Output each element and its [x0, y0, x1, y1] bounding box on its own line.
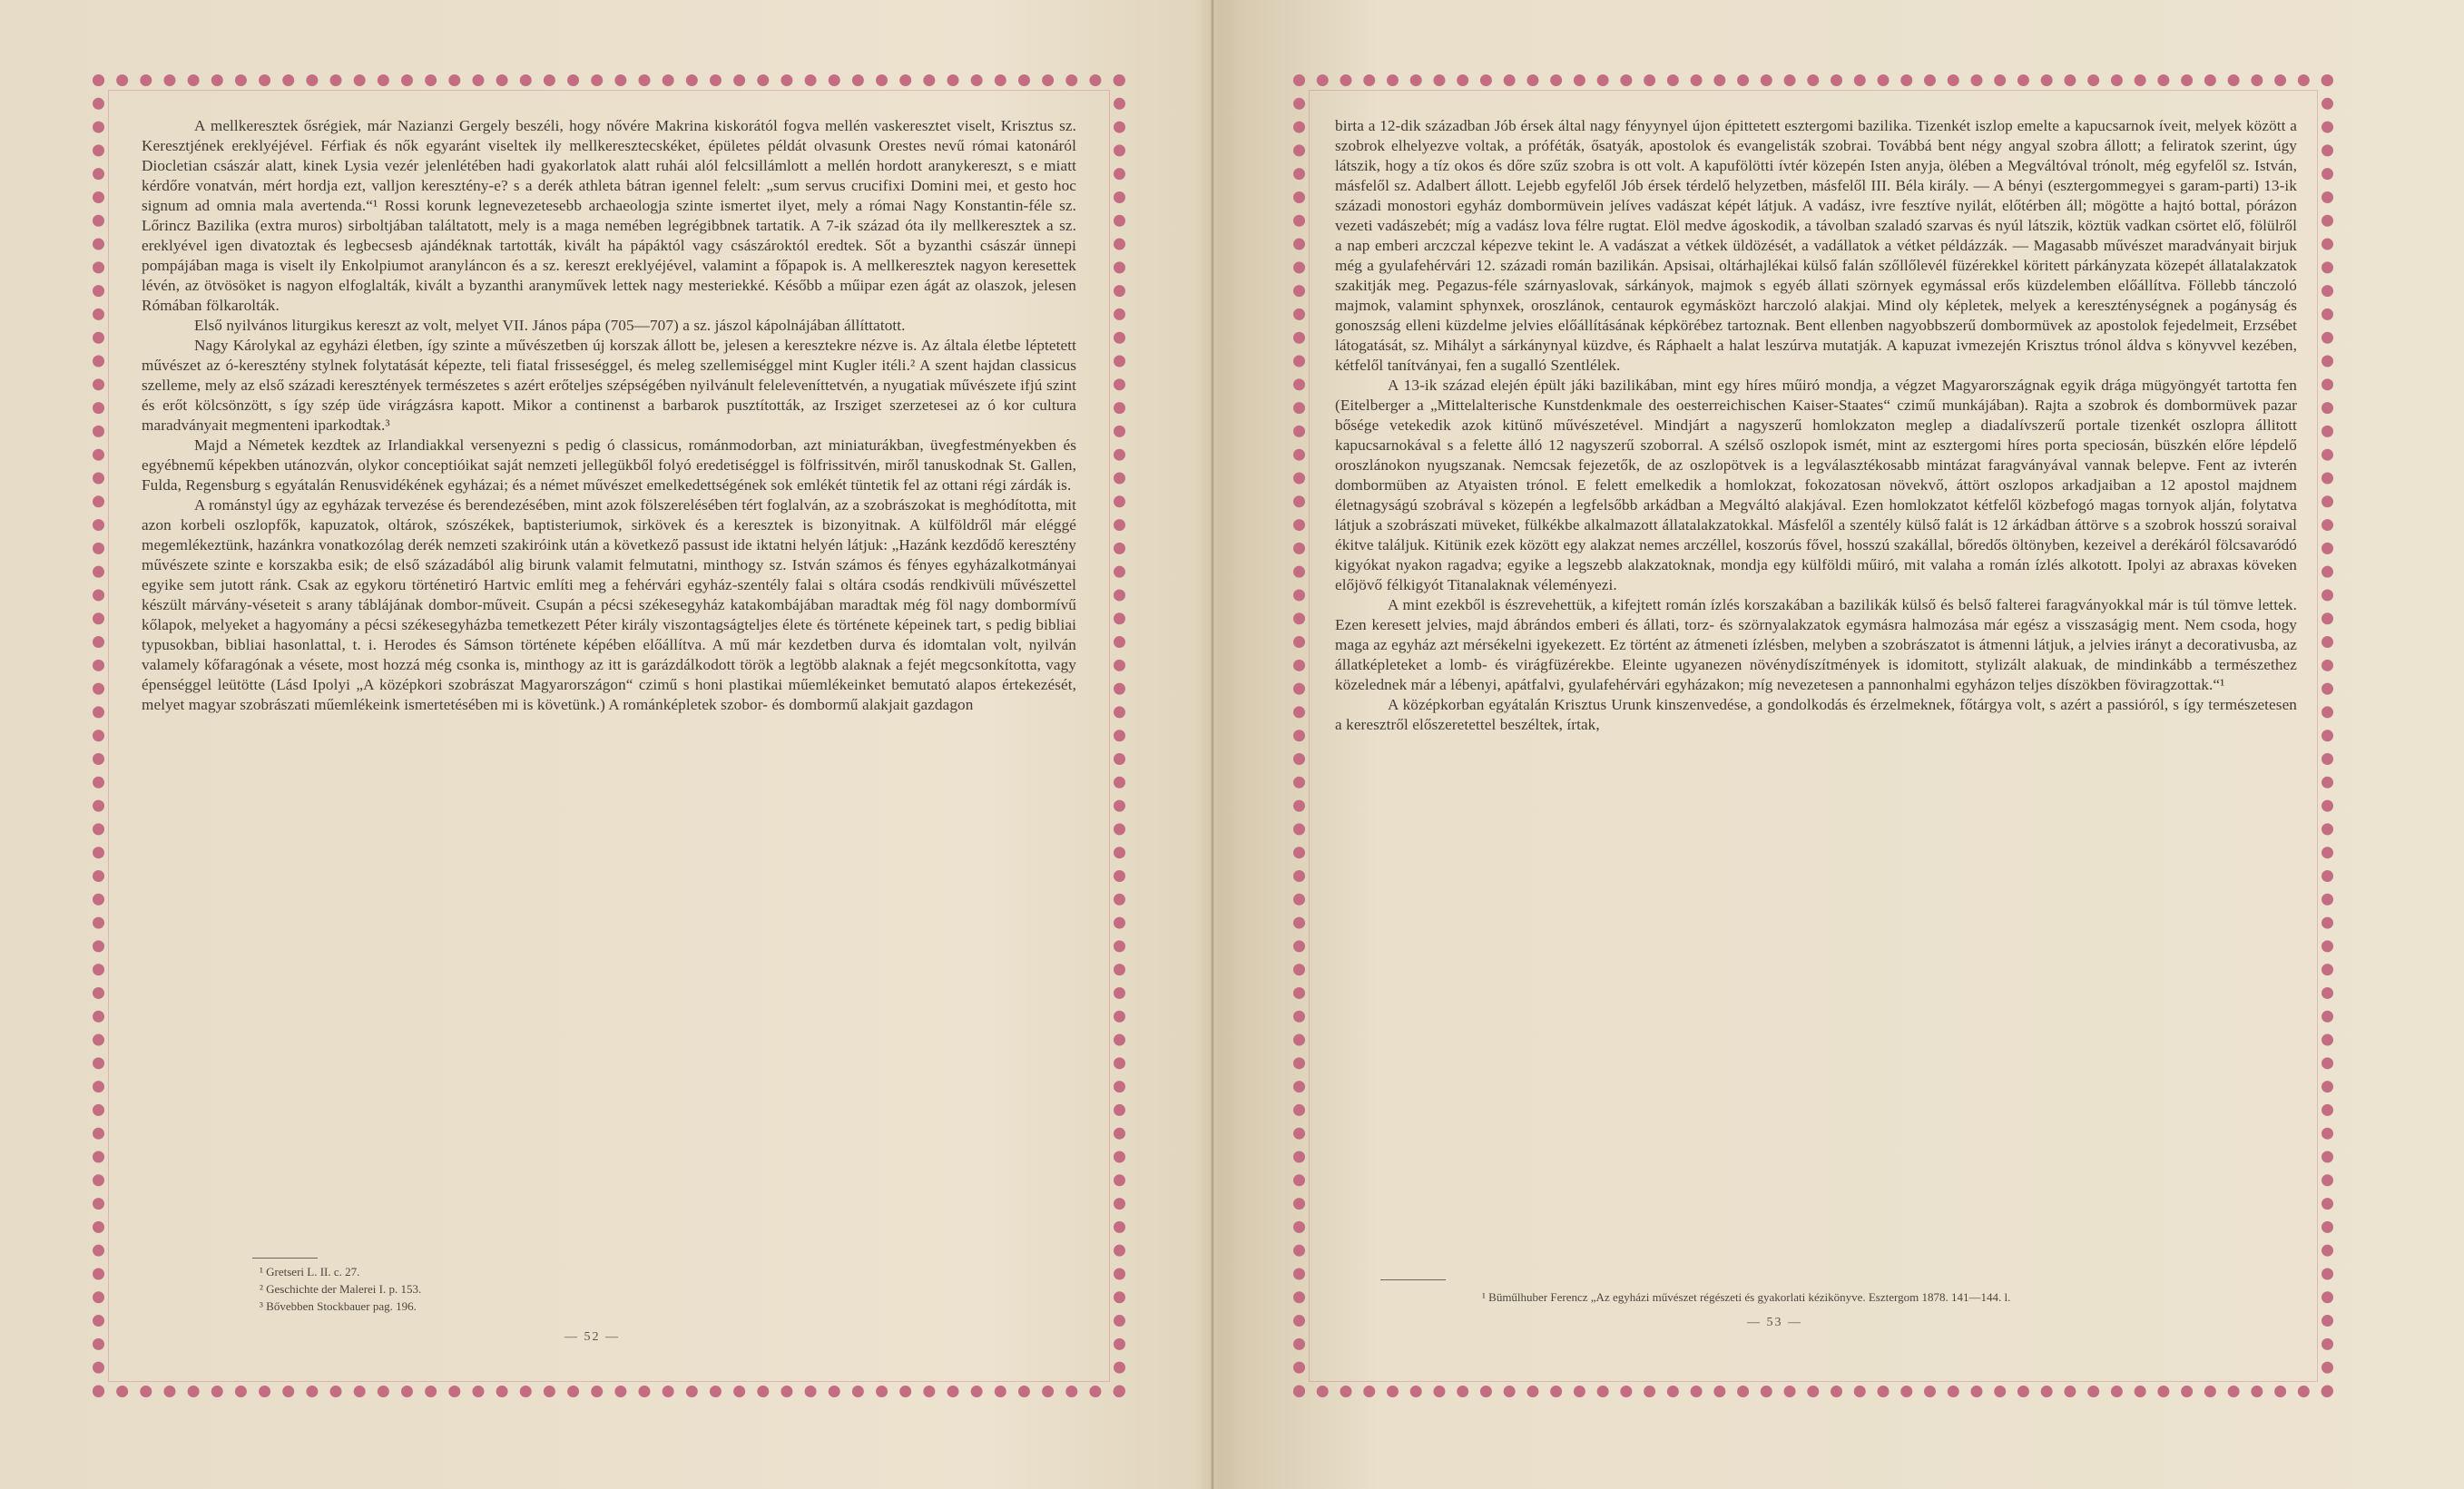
paragraph: A románstyl úgy az egyházak tervezése és berendezésében, mint azok fölszerelésében tért foglalván, az a szobrászokat is meghódította, mit azon korbeli oszlopfők, kapuzatok, oltárok, szószékek, baptisteriumok, sirkövek és a keresztek is bizonyitnak. A külföldről már eléggé megemlékeztünk, hazánkra vonatkozólag derék nemzeti szakiróink után a következő passust ide iktatni helyén látjuk: „Hazánk kezdődő keresztény művészete szinte e korszakba esik; de első századából alig birunk valamit felmutatni, minthogy sz. István számos és fényes egyházalkotmányai egyike sem jutott ránk. Csak az egykoru történetiró Hartvic említi meg a fehérvári egyház-szentély falai s oltára csodás rendkivüli művészettel készült márvány-véseteit s arany táblájának dombor-műveit. Csupán a pécsi székesegyház katakombájában maradtak még föl nagy dombormívű kőlapok, melyeket a hagyomány a pécsi székesegyházba temetkezett Péter király viszontagságteljes élete és története képeinek tart, s pedig bibliai typusokban, bibliai hasonlattal, t. i. Herodes és Sámson története képében előállítva. A mű már kezdetben durva és idomtalan volt, nyilván valamely kőfaragónak a vésete, most hozzá még csonka is, minthogy az itt is garázdálkodott török a legtöbb alaknak a fejét megcsonkította, vagy épenséggel leütötte (Lásd Ipolyi „A középkori szobrászat Magyarországon“ czimű s honi plastikai műemlékeinket bemutató alapos értekezését, melyet magyar szobrászati műemlékeink ismertetésében mi is követünk.) A románképletek szobor- és dombormű alakjait gazdagon [142, 496, 1076, 713]
right-page-text [1335, 116, 2297, 735]
paragraph: A mint ezekből is észrevehettük, a kifejtett román ízlés korszakában a bazilikák külső és belső falterei faragványokkal már is túl tömve lettek. Ezen keresett jelvies, majd ábrándos emberi és állati, torz- és szörnyalakzatok egymásra halmozása már egész a visszaságig ment. Nem csoda, hogy maga az egyház azt mérsékelni igyekezett. Ez történt az átmeneti ízlésben, melyben a szobrászatot is átmenni látjuk, a jelvies irányt a decorativusba, az állatképleteket a lomb- és virágfüzérekbe. Eleinte ugyanezen növénydíszítmények is idomitott, stylizált alakuak, de mindinkább a természethez közelednek már a lébenyi, apátfalvi, gyulafehérvári egyházakon; míg nevezetesen a pannonhalmi egyházon teljes díszökben föviragzottak.“¹ [1335, 596, 2297, 693]
left-page-text [142, 116, 1076, 715]
left-page [93, 74, 1125, 1397]
paragraph: A középkorban egyátalán Krisztus Urunk kinszenvedése, a gondolkodás és érzelmeknek, főtárgya volt, s azért a passióról, s így természetesen a keresztről előszeretettel beszéltek, írtak, [1335, 696, 2297, 733]
page-number: — 52 — [564, 1330, 620, 1344]
paragraph: birta a 12-dik században Jób érsek által nagy fényynyel újon épittetett esztergomi bazilika. Tizenkét iszlop emelte a kapucsarnok íveit, melyek között a szobrok elhelyezve voltak, a próféták, ősatyák, apostolok és evangelisták szobrai. Továbbá bent négy angyal szobra állott; a feliratok szerint, úgy látszik, hogy a tíz okos és dőre szűz szobra is ott volt. A kapufölötti ívtér közepén Isten anyja, ölében a Megváltóval trónolt, még egyfelől sz. István, másfelől sz. Adalbert állott. Lejebb egyfelől Jób érsek térdelő helyzetben, másfelől III. Béla király. — A bényi (esztergommegyei s garam-parti) 13-ik századi monostori egyház dombormüvein jelíves vadászat képét látjuk. A vadász, ivre fesztíve nyilát, előtérben áll; mögötte a hajtó bottal, pórázon vezeti vadászebét; míg a vadász lova félre rugtat. Elöl medve ágoskodik, a távolban szaladó szarvas és nyúl látszik, köztük vadkan csörtet elő, fölülről a nap emberi arczczal képezve tekint le. A vadászat a vétkek üldözését, a vadállatok a vétket példázzák. — Magasabb művészet maradványait birjuk még a gyulafehérvári 12. századi román bazilikán. Apsisai, oltárhajlékai külső falán szőllőlevél füzérekkel köritett párkányzata közepét állatalakzatok szakitják meg. Pegazus-féle szárnyaslovak, sárkányok, majmok s egyéb állati szörnyek egymással erős küzdelemben előállítva. Föllebb tánczoló majmok, valamint sphynxek, oroszlánok, centaurok egymásközt harczoló alakjai. Mind oly képletek, melyek a kereszténységnek a pogányság és gonoszság elleni küzdelme jelvies előállításának képkörébez tartoznak. Bent ellenben nagyobbszerű dombormüvek az apostolok fejedelmeit, Erzsébet látogatását, sz. Mihályt a sárkánynyal küzdve, és Ráphaelt a halat leszúrva mutatják. A kapuzat ivmezején Krisztus trónol áldva s könyvvel kezében, kétfelől tanítványai, fen a sugalló Szentlélek. [1335, 117, 2297, 374]
footnote-rule [1380, 1279, 1446, 1280]
page-number: — 53 — [1747, 1316, 1802, 1329]
footnote-rule [252, 1258, 318, 1259]
footnote: ¹ Gretseri L. II. c. 27. [260, 1265, 360, 1278]
paragraph: A mellkeresztek ősrégiek, már Nazianzi Gergely beszéli, hogy nővére Makrina kiskorától fogva mellén vaskeresztet viselt, Krisztus sz. Keresztjének ereklyéjével. Férfiak és nők egyaránt viseltek ily mellkeresztecskéket, épületes példát olvasunk Orestes nevű római katonáról Diocletian császár alatt, kinek Lysia vezér jelenlétében hadi gyakorlatok alatt ruhái alól felcsillámlott a mellén hordott aranykereszt, s e miatt kérdőre vonatván, mért hordja ezt, valljon keresztény-e? s a derék athleta bátran igennel felelt: „sum servus crucifixi Domini mei, et gesto hoc signum ad omnia mala avertenda.“¹ Rossi korunk legnevezetesebb archaeologja szinte ismertet ilyet, mely a római Nagy Konstantin-féle sz. Lőrincz Bazilika (extra muros) sirboltjában találtatott, mely is a maga nemében legrégibbnek tartatik. A 7-ik század óta ily mellkeresztek a sz. ereklyével igen divatoztak és legbecsesb ajándéknak tartották, kivált ha pápáktól vagy császároktól eredtek. Sőt a byzanthi császár ünnepi pompájában maga is viselt ily Enkolpiumot aranyláncon és a sz. kereszt ereklyéjével, valamint a főpapok is. A mellkeresztek nagyon keresettek lévén, az ötvösöket is nagyon elfoglalták, kivált a byzanthi aranyművek lettek nagy mesteriekké. Később a műipar ezen ágát az olaszok, jelesen Rómában fölkarolták. [142, 117, 1076, 314]
footnote: ³ Bővebben Stockbauer pag. 196. [260, 1299, 417, 1313]
footnote: ² Geschichte der Malerei I. p. 153. [260, 1282, 422, 1296]
book-gutter [1211, 0, 1214, 1489]
paragraph: Majd a Németek kezdtek az Irlandiakkal versenyezni s pedig ó classicus, románmodorban, azt miniaturákban, üvegfestményekben és egyébnemű képekben utánozván, olykor conceptióikat saját nemzeti jellegükből folyó eredetiséggel is fölfrissitvén, miről tanuskodnak St. Gallen, Fulda, Regensburg s egyátalán Renusvidékének egyházai; és a német művészet emelkedettségének sok emlékét tüntetik fel az ottani régi zárdák is. [142, 436, 1076, 494]
footnote: ¹ Büműlhuber Ferencz „Az egyházi művészet régészeti és gyakorlati kézikönyve. Esztergom 1878. 141—144. l. [1482, 1290, 2011, 1304]
footnotes [260, 1263, 421, 1315]
right-page [1293, 74, 2333, 1397]
paragraph: Nagy Károlykal az egyházi életben, így szinte a művészetben új korszak állott be, jelesen a keresztekre nézve is. Az általa életbe léptetett művészet az ó-keresztény stylnek folytatását képezte, teli fiatal frisseséggel, és meleg szellemiséggel mint Kugler itéli.² A szent hajdan classicus szelleme, mely az első századi keresztények természetes s azért erőteljes szépségében nyilvánult feleleveníttetvén, a nyugatiak művészete ifjú szint és erőt kölcsönzött, s így szép üde virágzásra kapott. Mikor a continenst a barbarok pusztították, az Irsziget szerzetesei az ó kor cultura maradványait megmenteni iparkodtak.³ [142, 337, 1076, 434]
footnotes [1482, 1288, 2010, 1306]
paragraph: A 13-ik század elején épült jáki bazilikában, mint egy híres műiró mondja, a végzet Magyarországnak egyik drága mügyöngyét tartotta fen (Eitelberger a „Mittelalterische Kunstdenkmale des oesterreichischen Kaiser-Staates“ czimű munkájában). Rajta a szobrok és dombormüvek pazar bősége vetekedik azok kitünő művészetével. Mindjárt a nagyszerű homlokzaton meglep a diadalívszerű portale tizenkét oszlopra állitott kapucsarnokával s a felette álló 12 nagyszerű szoborral. A szélső oszlopok ismét, mint az esztergomi híres porta speciosán, büszkén előre lépdelő oroszlánokon nyugszanak. Nemcsak fejezetők, de az oszlopötvek is a legválasztékosabb mintázat faragványával vannak belepve. Fent az ivterén dombormüben az Atyaisten trónol. E felett emelkedik a homlokzat, fokozatosan növekvő, áttört oszlopos arkadjaiban a 12 apostol majdnem életnagyságú szobrával s közepén a legfelsőbb arkádban a Megváltó alakjával. Ezen homlokzatot kétfelől közbefogó magas tornyok alján, folytatva látjuk a szobrászati müveket, fülkékbe alkalmazott állatalakzatokkal. Másfelől a szentély külső falát is 12 árkádban áttörve s a szobrok hosszú soraival ékitve találjuk. Kitünik ezek között egy alakzat nemes arczéllel, koszorús fővel, hosszú szakállal, bőredős öltönyben, kezeivel a derékáról fölcsavaródó kigyókat nyakon ragadva; egyike a legszebb alakzatoknak, mondja egy külföldi műiró, mit valaha a román ízlés alkotott. Ipolyi az abraxas köveken előjövő félkigyót Titanalaknak véleményezi. [1335, 377, 2297, 593]
paragraph: Első nyilvános liturgikus kereszt az volt, melyet VII. János pápa (705—707) a sz. jászol kápolnájában állíttatott. [194, 317, 906, 334]
